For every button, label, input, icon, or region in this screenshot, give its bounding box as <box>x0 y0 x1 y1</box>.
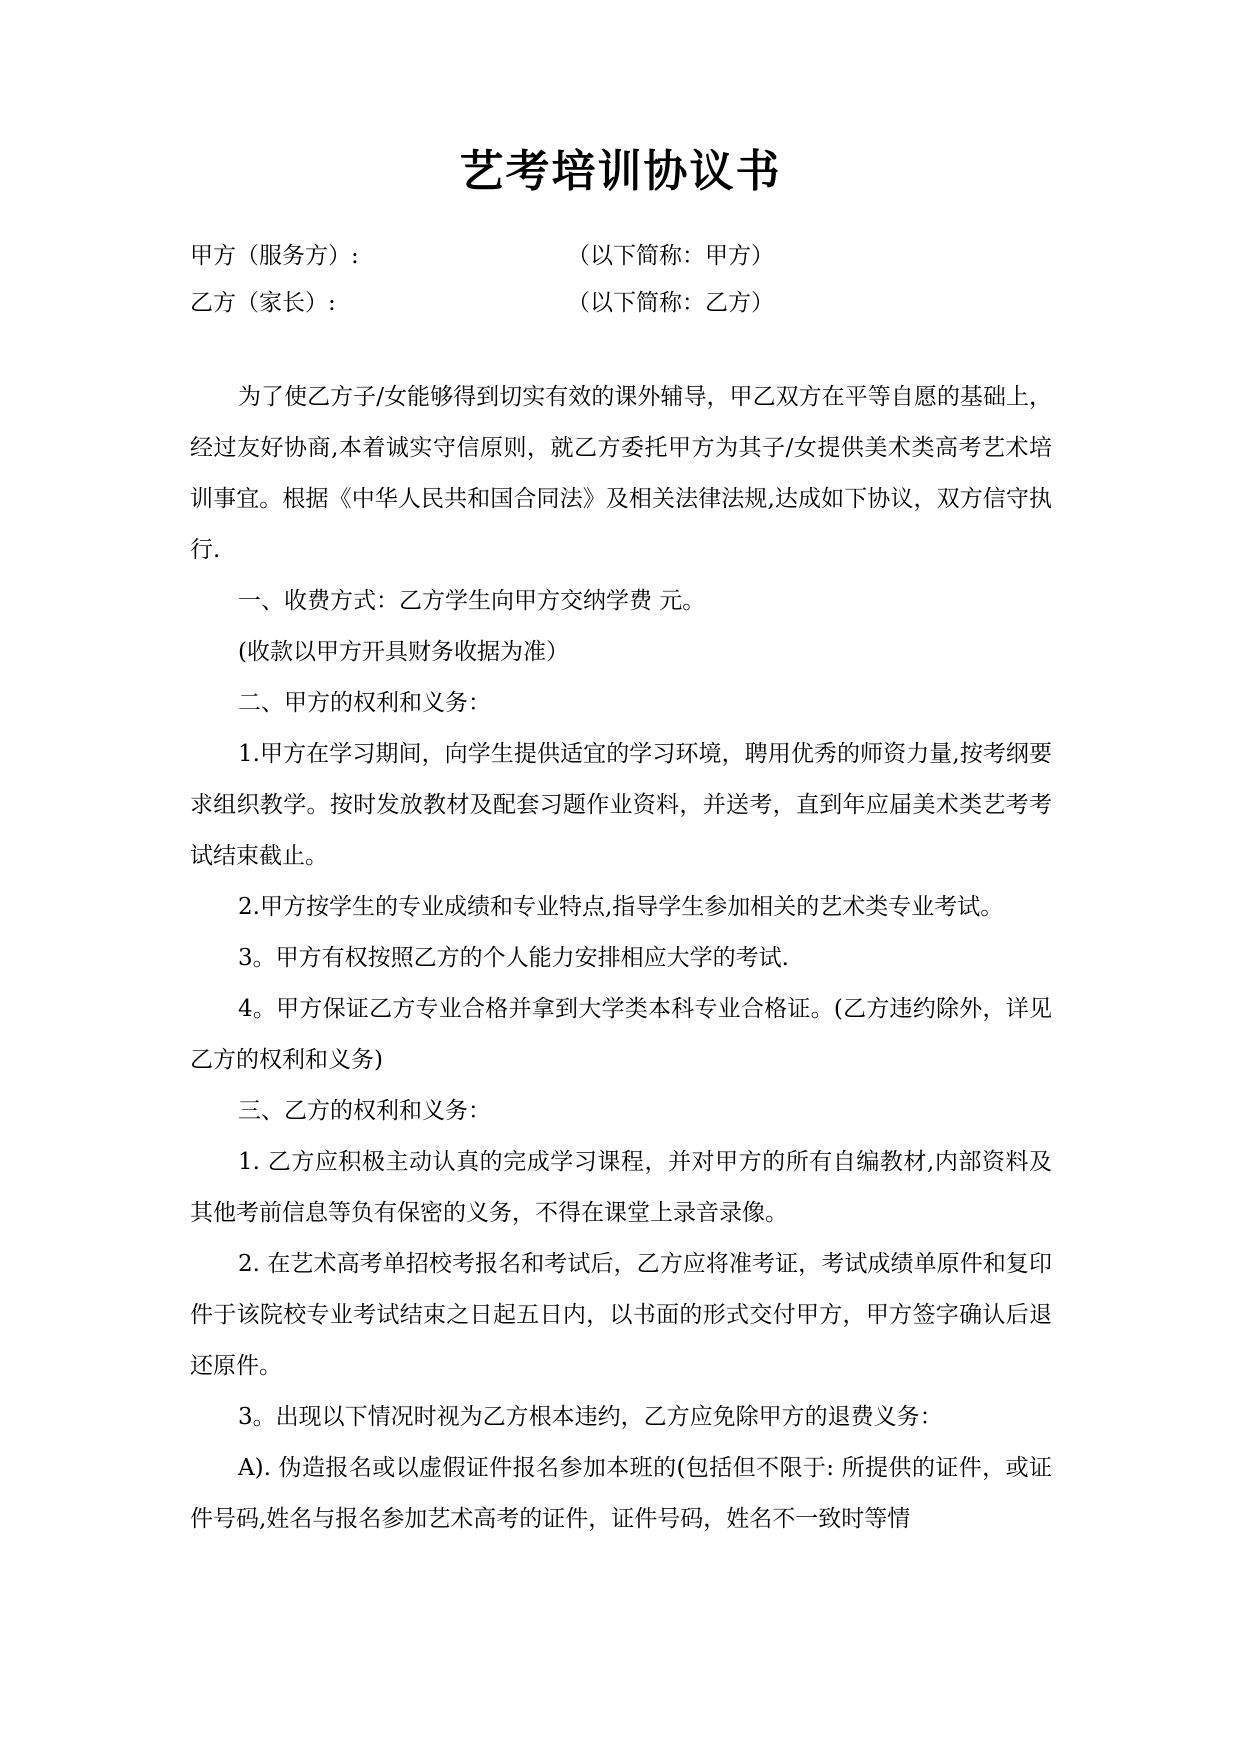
party-b-row <box>190 286 1070 320</box>
preamble-paragraph: 为了使乙方子/女能够得到切实有效的课外辅导，甲乙双方在平等自愿的基础上，经过友好协商,本着诚实守信原则，就乙方委托甲方为其子/女提供美术类高考艺术培训事宜。根据《中华人民共和国合同法》及相关法律法规,达成如下协议，双方信守执行. <box>190 384 1052 563</box>
section-2-clause-4: 4。甲方保证乙方专业合格并拿到大学类本科专业合格证。(乙方违约除外，详见乙方的权利和义务) <box>190 996 1052 1073</box>
section-3-clause-3: 3。出现以下情况时视为乙方根本违约，乙方应免除甲方的退费义务： <box>238 1404 943 1430</box>
document-body <box>190 372 1052 1545</box>
section-1-fee-method: 一、收费方式：乙方学生向甲方交纳学费 元。 <box>238 588 706 614</box>
section-3-clause-1: 1. 乙方应积极主动认真的完成学习课程，并对甲方的所有自编教材,内部资料及其他考前信息等负有保密的义务，不得在课堂上录音录像。 <box>190 1149 1052 1226</box>
party-b-label: 乙方（家长）: <box>190 290 336 316</box>
section-2-clause-3: 3。甲方有权按照乙方的个人能力安排相应大学的考试. <box>238 945 789 971</box>
document-title: 艺考培训协议书 <box>459 146 782 197</box>
section-3-clause-2: 2. 在艺术高考单招校考报名和考试后，乙方应将准考证，考试成绩单原件和复印件于该院校专业考试结束之日起五日内，以书面的形式交付甲方，甲方签字确认后退还原件。 <box>190 1251 1052 1379</box>
section-2-heading: 二、甲方的权利和义务： <box>238 690 491 716</box>
section-2-clause-2: 2.甲方按学生的专业成绩和专业特点,指导学生参加相关的艺术类专业考试。 <box>238 894 1004 920</box>
section-3-heading: 三、乙方的权利和义务： <box>238 1098 491 1124</box>
section-2-clause-1: 1.甲方在学习期间，向学生提供适宜的学习环境，聘用优秀的师资力量,按考纲要求组织教学。按时发放教材及配套习题作业资料，并送考，直到年应届美术类艺考考试结束截止。 <box>190 741 1052 869</box>
party-a-abbreviation: （以下简称：甲方） <box>567 243 774 269</box>
section-3-clause-3a: A). 伪造报名或以虚假证件报名参加本班的(包括但不限于: 所提供的证件，或证件号码,姓名与报名参加艺术高考的证件，证件号码，姓名不一致时等情 <box>190 1455 1052 1532</box>
fee-receipt-note: (收款以甲方开具财务收据为准） <box>238 639 569 665</box>
party-a-row <box>190 239 1070 273</box>
party-a-label: 甲方（服务方）: <box>190 243 359 269</box>
party-b-abbreviation: （以下简称：乙方） <box>567 290 774 316</box>
